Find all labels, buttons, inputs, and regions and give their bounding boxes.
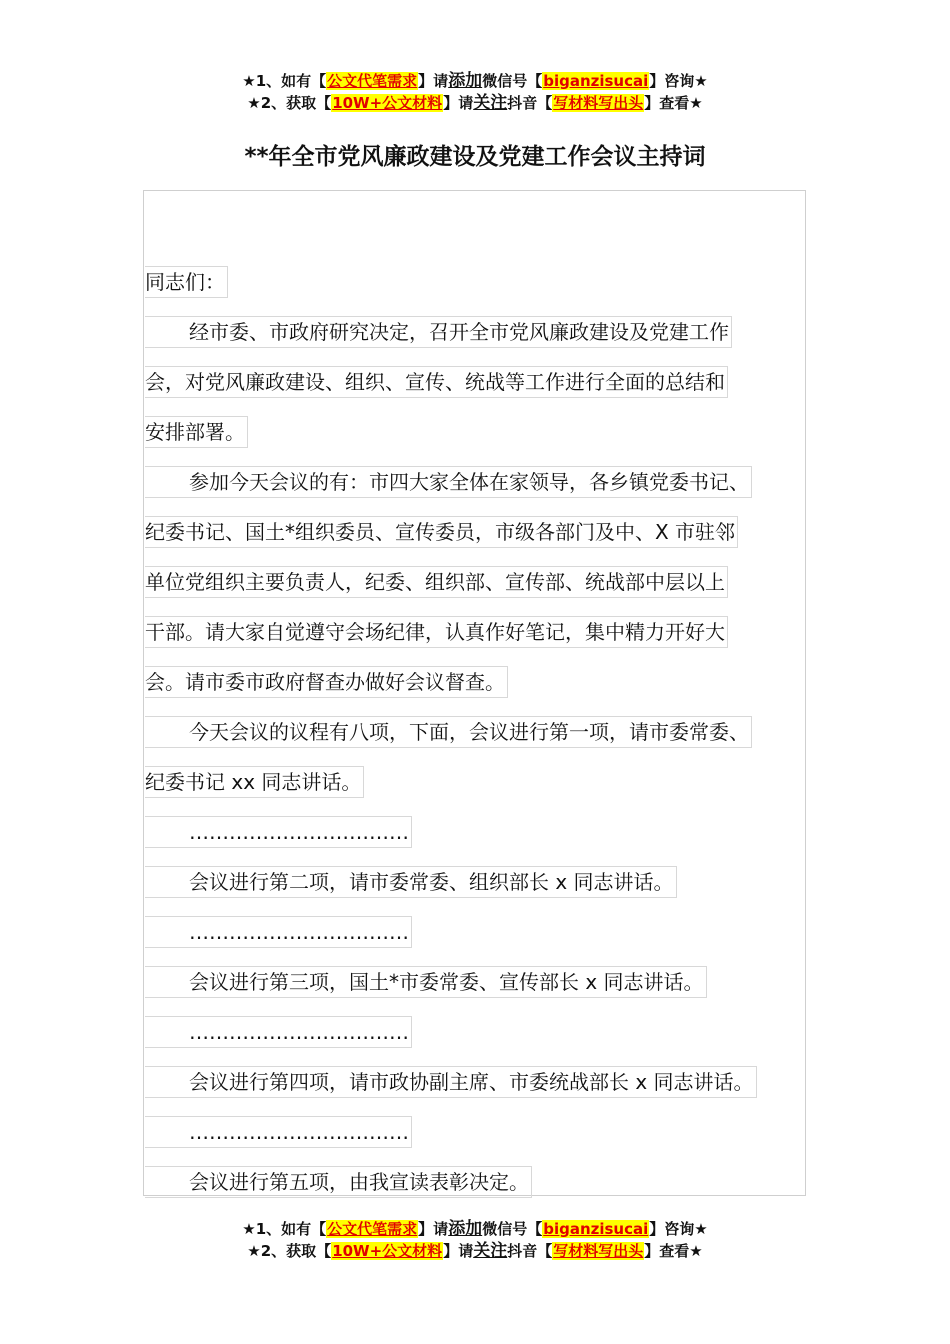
- body-line: 会议进行第三项，国土*市委常委、宣传部长 x 同志讲话。: [145, 955, 805, 1005]
- banner-line-2: ★2、获取【10W+公文材料】请关注抖音【写材料写出头】查看★: [247, 93, 703, 113]
- ellipsis-line: ……………………………: [145, 1105, 805, 1155]
- highlight-douyin-account: 写材料写出头: [553, 94, 644, 112]
- highlight-wechat-id: biganzisucai: [543, 1220, 649, 1238]
- body-line: 经市委、市政府研究决定，召开全市党风廉政建设及党建工作: [145, 305, 805, 355]
- body-line: 会议进行第四项，请市政协副主席、市委统战部长 x 同志讲话。: [145, 1055, 805, 1105]
- ellipsis-line: ……………………………: [145, 905, 805, 955]
- body-line: 会议进行第五项，由我宣读表彰决定。: [145, 1155, 805, 1205]
- body-line: 参加今天会议的有：市四大家全体在家领导，各乡镇党委书记、: [145, 455, 805, 505]
- body-line: 纪委书记 xx 同志讲话。: [145, 755, 805, 805]
- document-title: **年全市党风廉政建设及党建工作会议主持词: [244, 144, 706, 170]
- bottom-banner: [0, 1218, 950, 1262]
- document-body: [145, 255, 805, 1205]
- body-line: 纪委书记、国土*组织委员、宣传委员，市级各部门及中、X 市驻邻: [145, 505, 805, 555]
- highlight-wechat-id: biganzisucai: [543, 72, 649, 90]
- banner-line-1: ★1、如有【公文代笔需求】请添加微信号【biganzisucai】咨询★: [242, 1219, 708, 1239]
- body-line: 单位党组织主要负责人，纪委、组织部、宣传部、统战部中层以上: [145, 555, 805, 605]
- highlight-materials: 10W+公文材料: [332, 1242, 443, 1260]
- body-line: 会。请市委市政府督查办做好会议督查。: [145, 655, 805, 705]
- banner-line-1: ★1、如有【公文代笔需求】请添加微信号【biganzisucai】咨询★: [242, 71, 708, 91]
- body-line: 安排部署。: [145, 405, 805, 455]
- banner-line-2: ★2、获取【10W+公文材料】请关注抖音【写材料写出头】查看★: [247, 1241, 703, 1261]
- highlight-service: 公文代笔需求: [327, 72, 418, 90]
- body-line: 会议进行第二项，请市委常委、组织部长 x 同志讲话。: [145, 855, 805, 905]
- highlight-materials: 10W+公文材料: [332, 94, 443, 112]
- top-banner: [0, 70, 950, 114]
- highlight-service: 公文代笔需求: [327, 1220, 418, 1238]
- ellipsis-line: ……………………………: [145, 1005, 805, 1055]
- body-line: 今天会议的议程有八项，下面，会议进行第一项，请市委常委、: [145, 705, 805, 755]
- body-line: 干部。请大家自觉遵守会场纪律，认真作好笔记，集中精力开好大: [145, 605, 805, 655]
- ellipsis-line: ……………………………: [145, 805, 805, 855]
- body-line: 会，对党风廉政建设、组织、宣传、统战等工作进行全面的总结和: [145, 355, 805, 405]
- body-line: 同志们：: [145, 255, 805, 305]
- highlight-douyin-account: 写材料写出头: [553, 1242, 644, 1260]
